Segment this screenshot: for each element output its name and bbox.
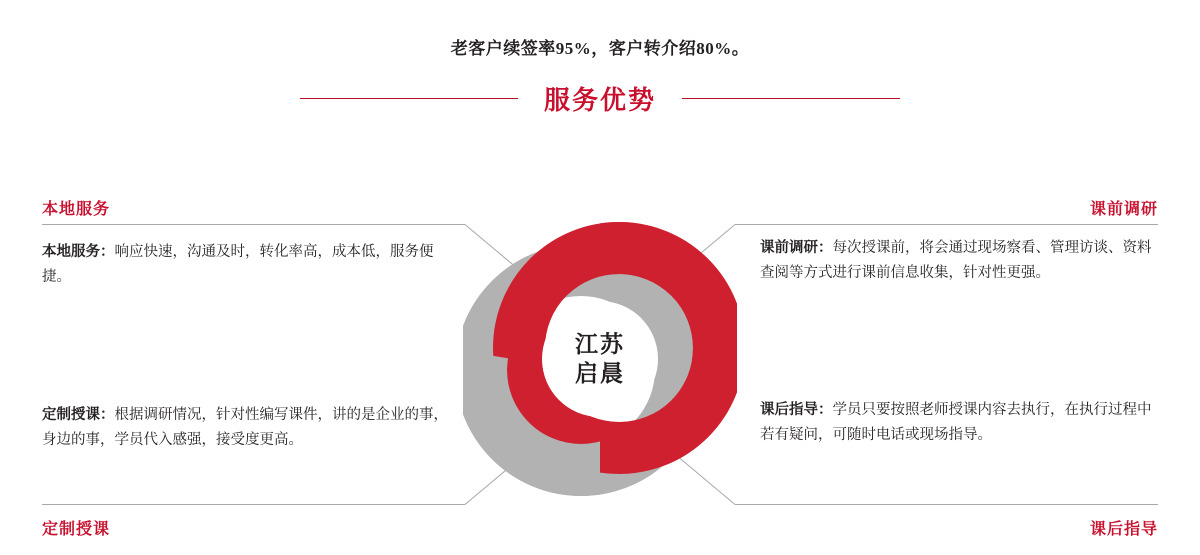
text-block-pre-course-research-label: 课前调研： [760, 240, 833, 256]
center-brand-line2: 启晨 [575, 360, 625, 386]
text-block-custom-teaching [42, 403, 450, 453]
section-title: 服务优势 [543, 85, 656, 115]
section-rule-left [300, 98, 518, 99]
text-block-custom-teaching-body: 根据调研情况，针对性编写课件，讲的是企业的事，身边的事，学员代入感强，接受度更高。 [42, 407, 448, 448]
corner-label-after-course-guidance: 课后指导 [1089, 521, 1158, 538]
text-block-after-course-guidance [760, 398, 1158, 448]
page-headline: 老客户续签率95%，客户转介绍80%。 [450, 39, 750, 58]
section-title-row [0, 80, 1200, 117]
center-ring-graphic [463, 222, 737, 496]
corner-label-pre-course-research: 课前调研 [1089, 201, 1158, 218]
text-block-custom-teaching-label: 定制授课： [42, 407, 115, 423]
center-brand-line1: 江苏 [575, 331, 625, 358]
text-block-local-service-label: 本地服务： [42, 244, 115, 260]
corner-label-local-service: 本地服务 [42, 201, 111, 218]
corner-label-custom-teaching: 定制授课 [42, 521, 111, 538]
text-block-local-service-body: 响应快速，沟通及时，转化率高，成本低，服务便捷。 [42, 244, 434, 285]
connector-line-bottom-left [42, 504, 465, 505]
text-block-pre-course-research-body: 每次授课前，将会通过现场察看、管理访谈、资料查阅等方式进行课前信息收集，针对性更强。 [760, 240, 1152, 281]
text-block-after-course-guidance-label: 课后指导： [760, 402, 833, 418]
connector-line-top-left [42, 224, 465, 225]
connector-line-top-right [735, 224, 1158, 225]
connector-line-bottom-right [735, 504, 1158, 505]
section-rule-right [682, 98, 900, 99]
text-block-after-course-guidance-body: 学员只要按照老师授课内容去执行，在执行过程中若有疑问，可随时电话或现场指导。 [760, 402, 1152, 443]
text-block-local-service [42, 240, 442, 290]
text-block-pre-course-research [760, 236, 1158, 286]
interlocking-rings-icon [463, 222, 737, 496]
